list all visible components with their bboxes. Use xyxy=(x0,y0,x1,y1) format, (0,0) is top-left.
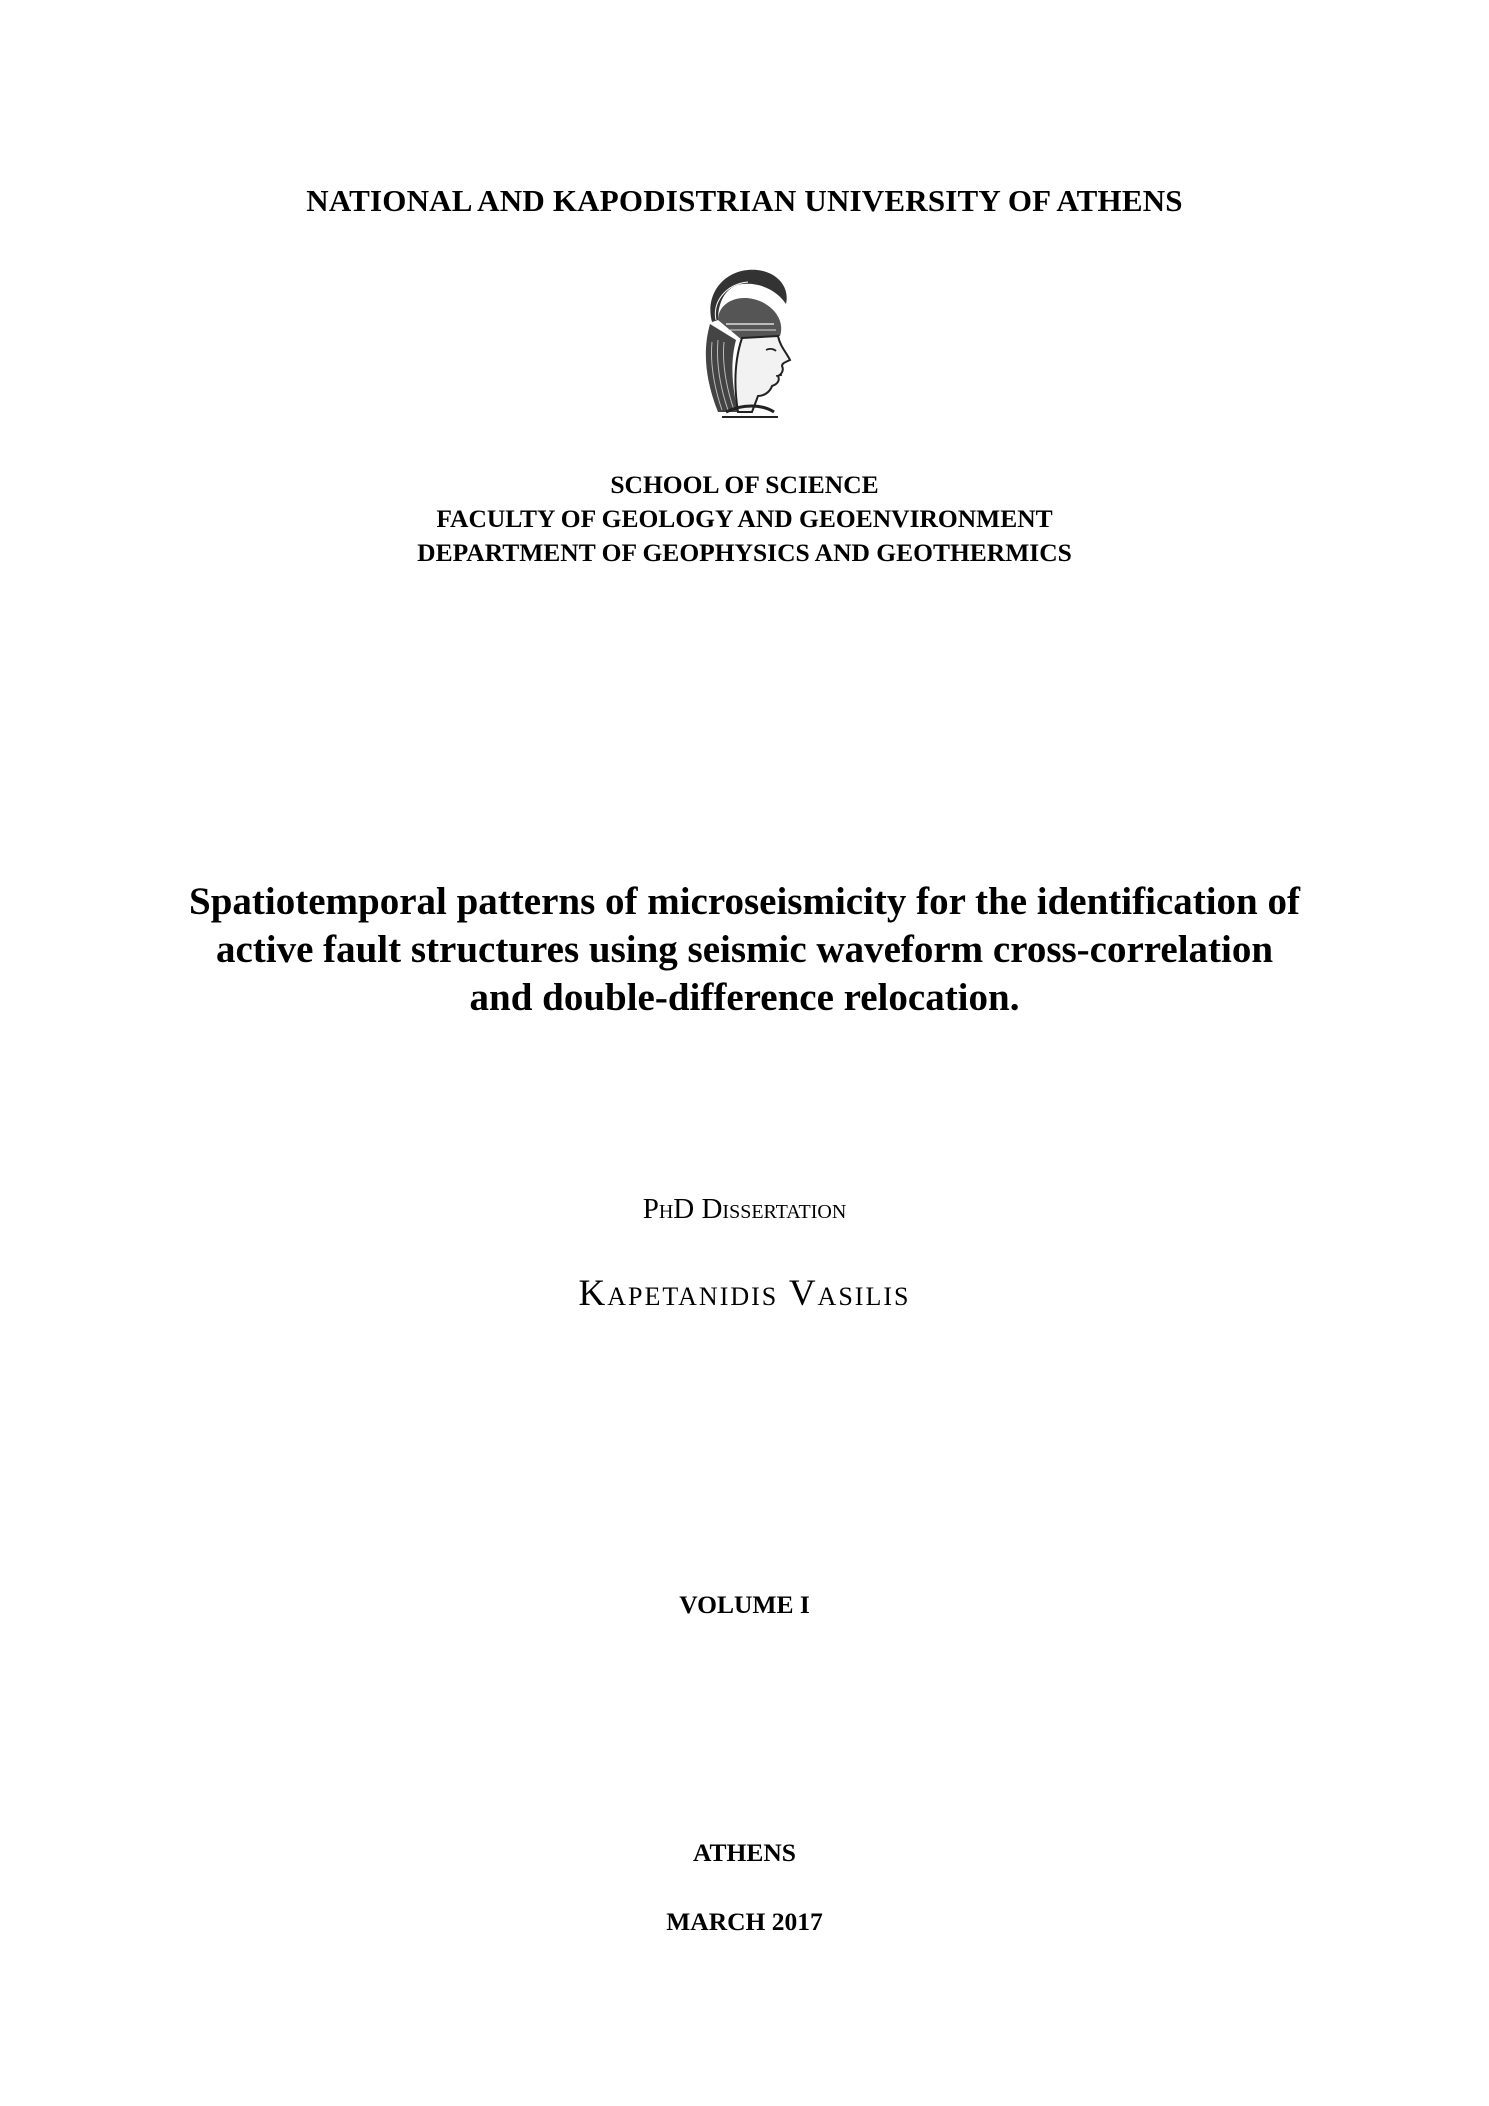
document-type: PhD Dissertation xyxy=(642,1193,847,1225)
department-name: DEPARTMENT OF GEOPHYSICS AND GEOTHERMICS xyxy=(417,538,1072,567)
faculty-name: FACULTY OF GEOLOGY AND GEOENVIRONMENT xyxy=(436,504,1053,533)
date-label: MARCH 2017 xyxy=(666,1907,823,1936)
title-line: active fault structures using seismic waveform cross-correlation xyxy=(215,928,1274,971)
school-department-block xyxy=(0,468,1489,570)
dissertation-title xyxy=(0,878,1489,1022)
city-label: ATHENS xyxy=(693,1838,796,1867)
university-name: NATIONAL AND KAPODISTRIAN UNIVERSITY OF ATHENS xyxy=(306,183,1183,218)
title-line: and double-difference relocation. xyxy=(469,976,1020,1019)
title-line: Spatiotemporal patterns of microseismicity for the identification of xyxy=(189,880,1300,923)
author-name: Kapetanidis Vasilis xyxy=(578,1273,911,1314)
athena-head-emblem-icon xyxy=(682,262,800,420)
volume-label: VOLUME I xyxy=(679,1590,810,1619)
school-name: SCHOOL OF SCIENCE xyxy=(610,470,879,499)
